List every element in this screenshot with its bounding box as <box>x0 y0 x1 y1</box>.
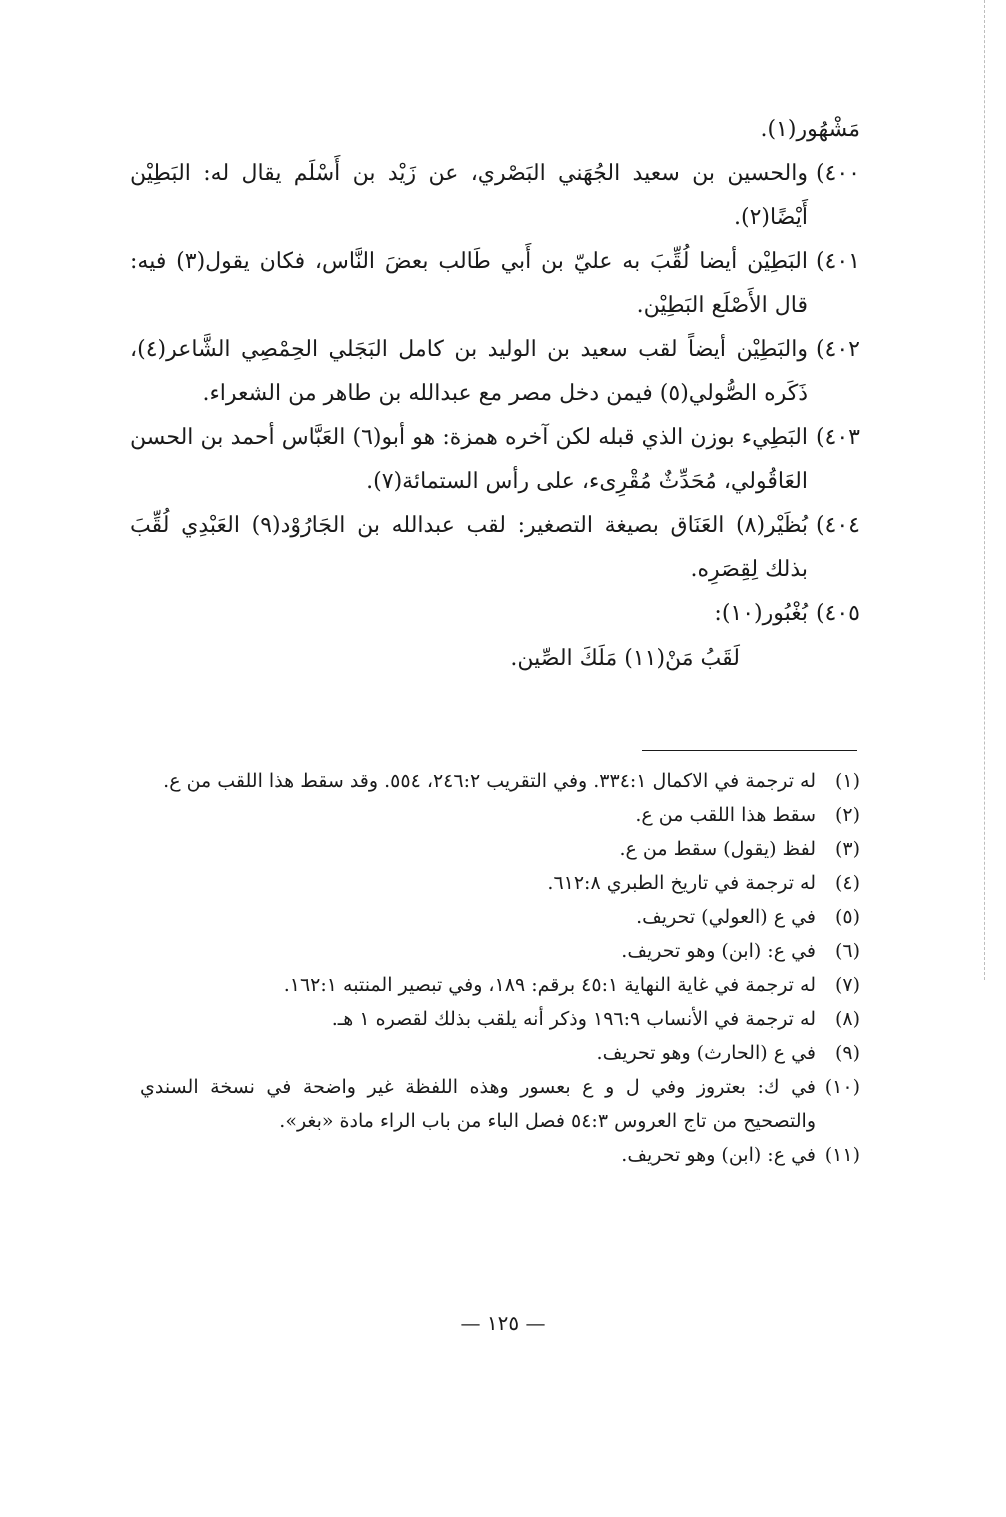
entry-number: ٤٠٠) <box>815 161 860 186</box>
entry-text: بُظَيْر(٨) العَنَاق بصيغة التصغير: لقب عبدالله بن الجَارُوْد(٩) العَبْدِي لُقِّبَ بذلك لِقِصَرِه. <box>130 513 808 582</box>
footnote-number: (١١) <box>824 1144 860 1166</box>
entry-text: والحسين بن سعيد الجُهَني البَصْري، عن زَيْد بن أَسْلَم يقال له: البَطِيْن أَيْضًا(٢). <box>130 161 808 230</box>
footnote-4 <box>140 866 860 900</box>
entry-403 <box>130 416 860 504</box>
entry-text: البَطِيْن أيضا لُقِّبَ به عليّ بن أَبي طَالب بعضَ النَّاس، فكان يقول(٣) فيه: قال الأَصْلَع البَطِيْن. <box>130 249 808 318</box>
footnote-number: (١٠) <box>824 1076 860 1098</box>
entry-number: ٤٠١) <box>815 249 860 274</box>
footnote-text: في ع (الحارث) وهو تحريف. <box>596 1042 816 1064</box>
footnote-6 <box>140 934 860 968</box>
footnote-text: في ع: (ابن) وهو تحريف. <box>621 1144 816 1166</box>
entry-number: ٤٠٣) <box>815 425 860 450</box>
footnote-5 <box>140 900 860 934</box>
entry-402 <box>130 328 860 416</box>
footnote-text: في ع (العولي) تحريف. <box>636 906 816 928</box>
footnote-number: (٩) <box>834 1042 860 1064</box>
entry-number: ٤٠٥) <box>815 601 860 626</box>
entry-401 <box>130 240 860 328</box>
entry-400 <box>130 152 860 240</box>
footnote-text: له ترجمة في غاية النهاية ٤٥:١ برقم: ١٨٩، وفي تبصير المنتبه ١٦٢:١. <box>283 974 816 996</box>
entry-number: ٤٠٤) <box>815 513 860 538</box>
footnote-number: (١) <box>834 770 860 792</box>
footnote-number: (٤) <box>834 872 860 894</box>
footnote-10 <box>140 1070 860 1138</box>
footnote-11 <box>140 1138 860 1172</box>
footnote-text: له ترجمة في الاكمال ٣٣٤:١. وفي التقريب ٢٤٦:٢، ٥٥٤. وقد سقط هذا اللقب من ع. <box>163 770 816 792</box>
scan-edge-line <box>984 0 986 980</box>
footnote-number: (٣) <box>834 838 860 860</box>
footnote-text: له ترجمة في تاريخ الطبري ٦١٢:٨. <box>547 872 816 894</box>
footnotes <box>140 764 860 1172</box>
footnote-1 <box>140 764 860 798</box>
footnote-8 <box>140 1002 860 1036</box>
footnote-text: سقط هذا اللقب من ع. <box>635 804 816 826</box>
page-number: — ١٢٥ — <box>460 1311 546 1335</box>
footnote-text: لفظ (يقول) سقط من ع. <box>619 838 816 860</box>
footnote-number: (٥) <box>834 906 860 928</box>
footnote-number: (٦) <box>834 940 860 962</box>
entry-404 <box>130 504 860 592</box>
footnote-separator <box>642 750 857 751</box>
footnote-2 <box>140 798 860 832</box>
continuation-line: مَشْهُور(١). <box>760 117 860 142</box>
footnote-7 <box>140 968 860 1002</box>
entry-405 <box>130 592 860 636</box>
verse-line: لَقَبُ مَنْ(١١) مَلَكَ الصِّين. <box>510 646 740 671</box>
entry-number: ٤٠٢) <box>815 337 860 362</box>
footnote-text: له ترجمة في الأنساب ١٩٦:٩ وذكر أنه يلقب بذلك لقصره ١ هـ. <box>331 1008 816 1030</box>
footnote-number: (٢) <box>834 804 860 826</box>
footnote-9 <box>140 1036 860 1070</box>
footnote-text: في ع: (ابن) وهو تحريف. <box>621 940 816 962</box>
entry-text: البَطِيء بوزن الذي قبله لكن آخره همزة: هو أبو(٦) العَبَّاس أحمد بن الحسن العَاقُولي، مُحَدِّثٌ مُقْرِىء، على رأس الستمائة(٧). <box>130 425 808 494</box>
main-text <box>130 108 860 682</box>
entry-text: والبَطِيْن أيضاً لقب سعيد بن الوليد بن كامل البَجَلي الحِمْصِي الشَّاعر(٤)، ذَكَره الصُّولي(٥) فيمن دخل مصر مع عبدالله بن طاهر من الشعراء. <box>130 337 808 406</box>
footnote-number: (٧) <box>834 974 860 996</box>
footnote-number: (٨) <box>834 1008 860 1030</box>
entry-text: بُغْبُور(١٠): <box>714 601 808 626</box>
footnote-3 <box>140 832 860 866</box>
footnote-text: في ك: بعتروز وفي ل و ع بعسور وهذه اللفظة غير واضحة في نسخة السندي والتصحيح من تاج العروس ٥٤:٣ فصل الباء من باب الراء مادة «بغر». <box>140 1076 816 1132</box>
